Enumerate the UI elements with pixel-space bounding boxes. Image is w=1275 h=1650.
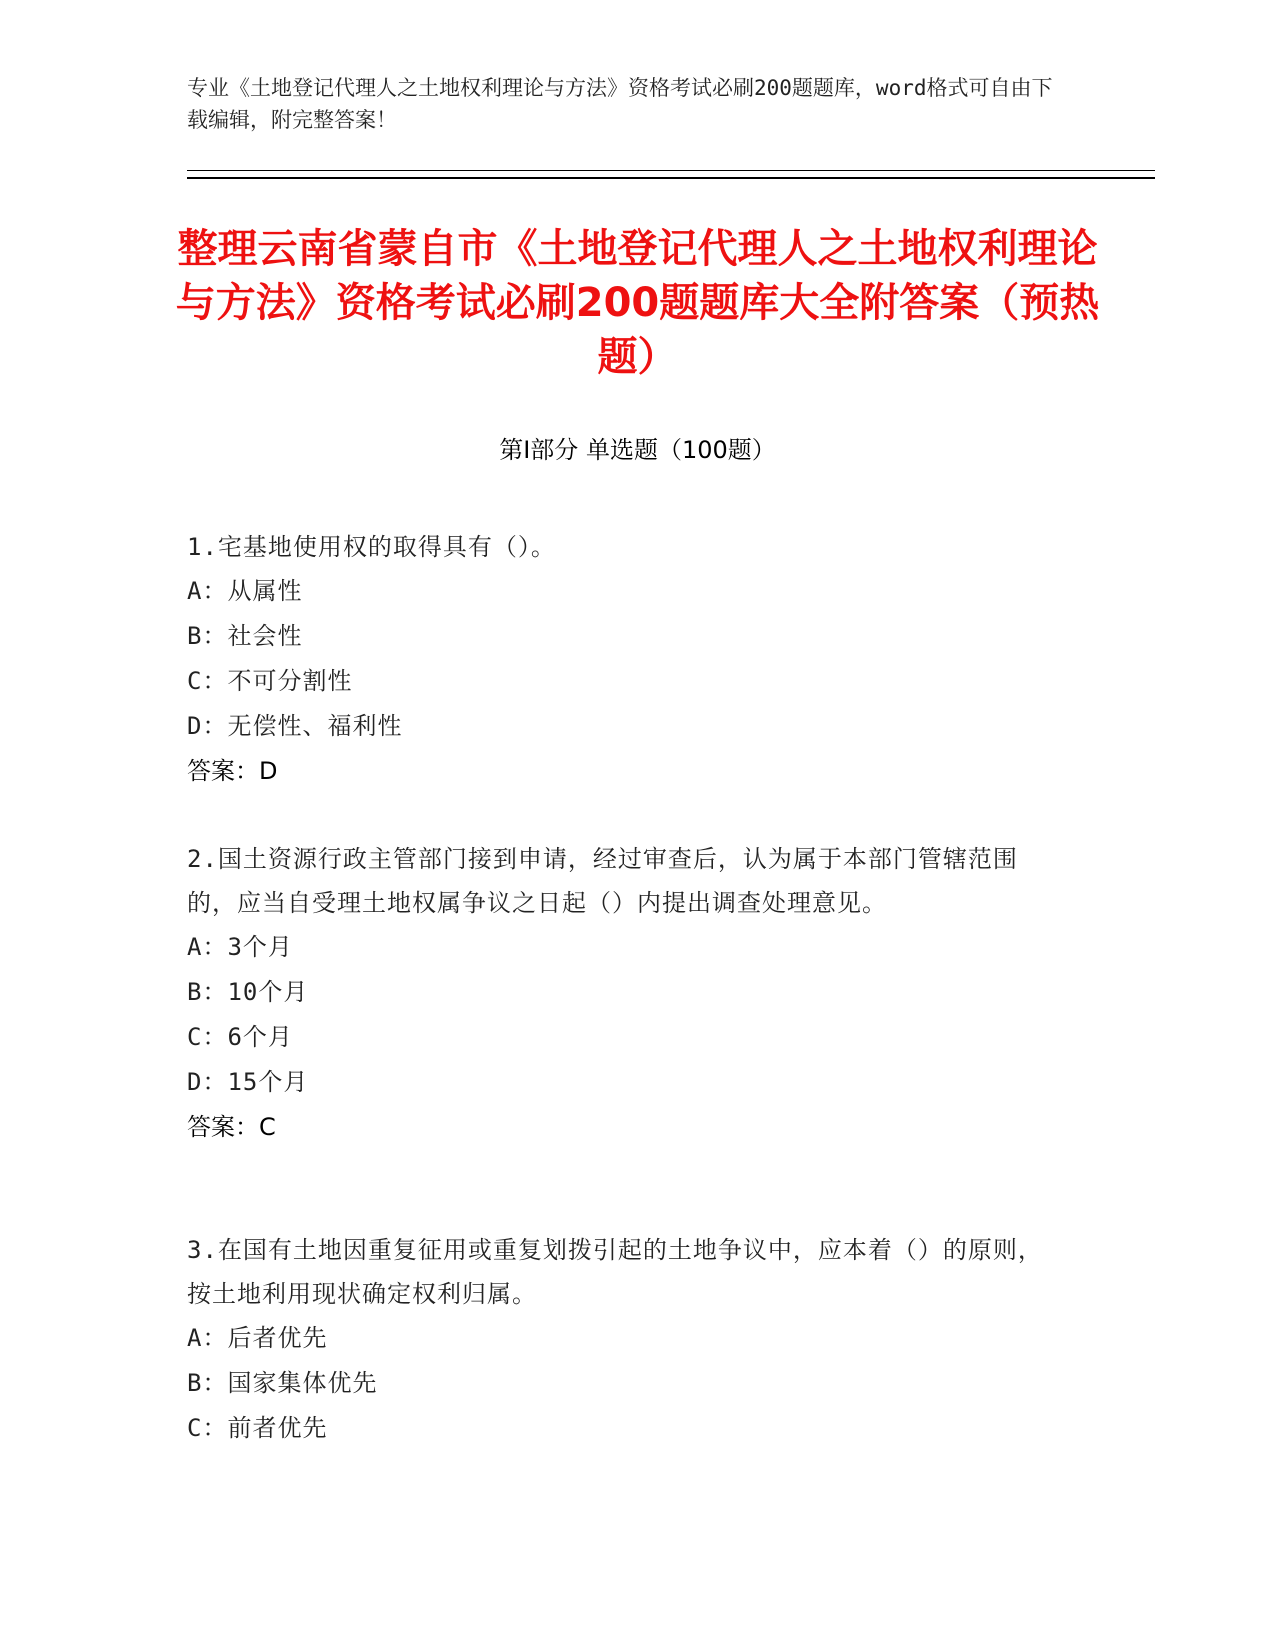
question-stem: 1.宅基地使用权的取得具有（）。 (187, 533, 556, 561)
option-c: C：6个月 (187, 1023, 293, 1051)
header-divider-thick (187, 177, 1155, 179)
header-divider-thin (187, 170, 1155, 171)
answer-line: 答案：D (187, 757, 278, 785)
question-stem: 3.在国有土地因重复征用或重复划拨引起的土地争议中，应本着（）的原则，按土地利用现状确定权利归属。 (187, 1236, 1043, 1308)
option-b: B：10个月 (187, 978, 309, 1006)
question-block (187, 1228, 1057, 1451)
option-d: D：15个月 (187, 1068, 309, 1096)
option-a: A：从属性 (187, 577, 303, 605)
document-title: 整理云南省蒙自市《土地登记代理人之土地权利理论与方法》资格考试必刷200题题库大全附答案（预热题） (175, 226, 1100, 380)
header-note: 专业《土地登记代理人之土地权利理论与方法》资格考试必刷200题题库，word格式可自由下载编辑，附完整答案！ (187, 76, 1053, 132)
answer-line: 答案：C (187, 1113, 276, 1141)
section-heading: 第I部分 单选题（100题） (499, 436, 776, 464)
option-c: C：不可分割性 (187, 667, 353, 695)
option-a: A：后者优先 (187, 1324, 328, 1352)
option-d: D：无偿性、福利性 (187, 712, 403, 740)
option-a: A：3个月 (187, 933, 293, 961)
option-b: B：国家集体优先 (187, 1369, 378, 1397)
option-c: C：前者优先 (187, 1414, 328, 1442)
question-stem: 2.国土资源行政主管部门接到申请，经过审查后，认为属于本部门管辖范围的，应当自受理土地权属争议之日起（）内提出调查处理意见。 (187, 845, 1018, 917)
question-block (187, 837, 1057, 1149)
question-block (187, 525, 1057, 793)
option-b: B：社会性 (187, 622, 303, 650)
